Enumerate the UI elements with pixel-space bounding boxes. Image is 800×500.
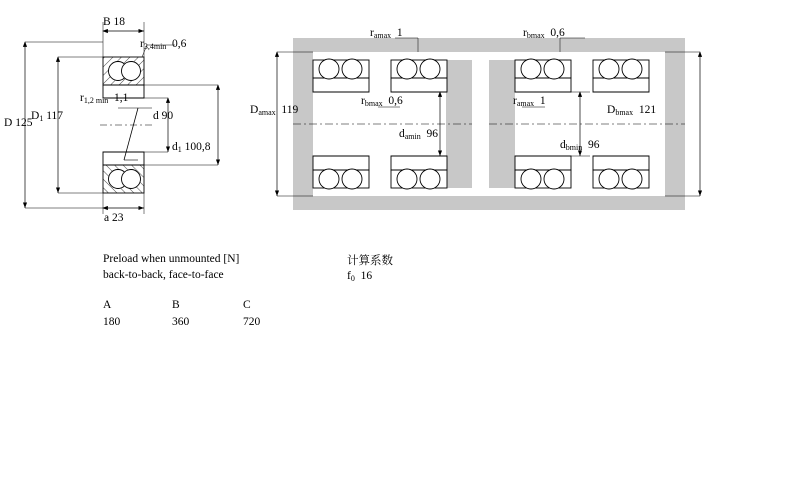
dim-ramax-top-label: $r_{amax}$ 1: [370, 27, 403, 40]
preload-column-c: C: [243, 299, 251, 311]
dim-a-label: a 23: [104, 212, 124, 224]
dim-r12min-label: $r_{1,2 min}$ 1,1: [80, 92, 129, 105]
preload-value-a: 180: [103, 316, 121, 328]
dim-ramax-mid-label: $r_{amax}$ 1: [513, 95, 546, 108]
preload-column-a: A: [103, 299, 112, 311]
dim-d-label: d 90: [153, 110, 174, 122]
dim-rbmax-top-label: $r_{bmax}$ 0,6: [523, 27, 565, 40]
preload-subtitle: back-to-back, face-to-face: [103, 269, 224, 281]
dim-r34min-label: $r_{3,4min}$ 0,6: [140, 38, 187, 51]
preload-column-b: B: [172, 299, 180, 311]
factor-title: 计算系数: [347, 253, 393, 267]
dim-D1-label: $D_1$ 117: [31, 110, 64, 123]
dim-dbmin-label: $d_{bmin}$ 96: [560, 139, 600, 152]
dim-Damax-label: $D_{amax}$ 119: [250, 104, 299, 117]
dim-B-label: B 18: [103, 16, 126, 28]
dim-d1-label: $d_1$ 100,8: [172, 141, 211, 154]
dim-damin-label: $d_{amin}$ 96: [399, 128, 438, 141]
dim-Dbmax-label: $D_{bmax}$ 121: [607, 104, 657, 117]
factor-value: $f_0$ 16: [347, 270, 373, 283]
preload-value-b: 360: [172, 316, 190, 328]
dim-rbmax-mid-label: $r_{bmax}$ 0,6: [361, 95, 403, 108]
dim-D-label: D 125: [4, 117, 33, 129]
preload-title: Preload when unmounted [N]: [103, 253, 240, 265]
preload-value-c: 720: [243, 316, 261, 328]
